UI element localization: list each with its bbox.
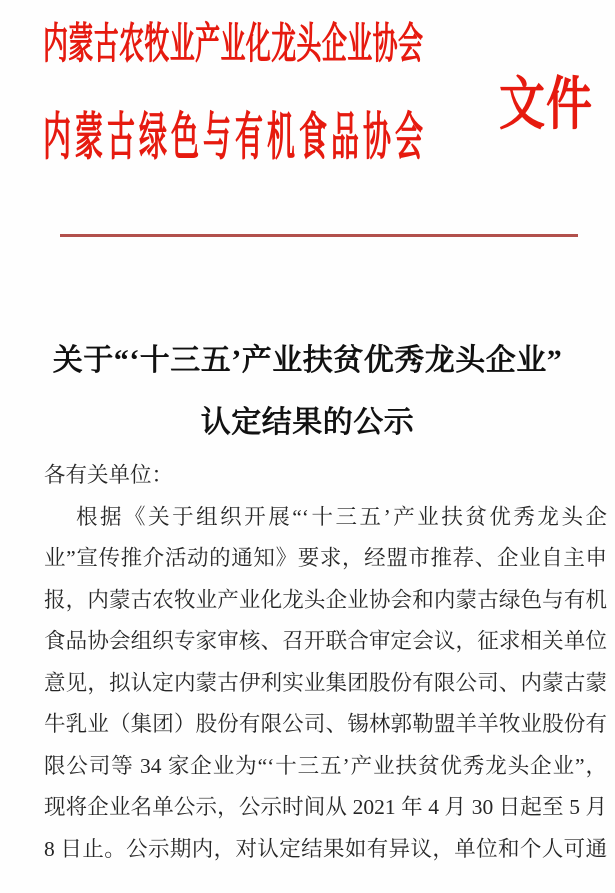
body-line: 食品协会组织专家审核、召开联合审定会议，征求相关单位 xyxy=(44,629,607,653)
letterhead-org-name-2: 内蒙古绿色与有机食品协会 xyxy=(43,110,423,168)
letterhead-org-name-1: 内蒙古农牧业产业化龙头企业协会 xyxy=(43,22,423,69)
body-line: 限公司等 34 家企业为“‘十三五’产业扶贫优秀龙头企业”， xyxy=(44,753,607,778)
body-line: 现将企业名单公示，公示时间从 2021 年 4 月 30 日起至 5 月 xyxy=(44,795,607,819)
salutation: 各有关单位： xyxy=(44,463,174,487)
notice-title-line-2: 认定结果的公示 xyxy=(200,406,415,439)
letterhead-document-label: 文件 xyxy=(499,72,593,136)
body-line: 8 日止。公示期内，对认定结果如有异议，单位和个人可通 xyxy=(44,836,607,861)
notice-title-line-1: 关于“‘十三五’产业扶贫优秀龙头企业” xyxy=(52,344,563,377)
body-line: 意见，拟认定内蒙古伊利实业集团股份有限公司、内蒙古蒙 xyxy=(44,670,607,695)
body-line: 牛乳业（集团）股份有限公司、锡林郭勒盟羊羊牧业股份有 xyxy=(44,712,607,736)
letterhead-separator-rule xyxy=(60,234,578,237)
body-line: 报，内蒙古农牧业产业化龙头企业协会和内蒙古绿色与有机 xyxy=(44,587,607,612)
notice-body xyxy=(44,455,607,870)
notice-title xyxy=(0,330,615,454)
body-line: 根据《关于组织开展“‘十三五’产业扶贫优秀龙头企 xyxy=(76,504,607,529)
body-line: 业”宣传推介活动的通知》要求，经盟市推荐、企业自主申 xyxy=(44,546,607,570)
